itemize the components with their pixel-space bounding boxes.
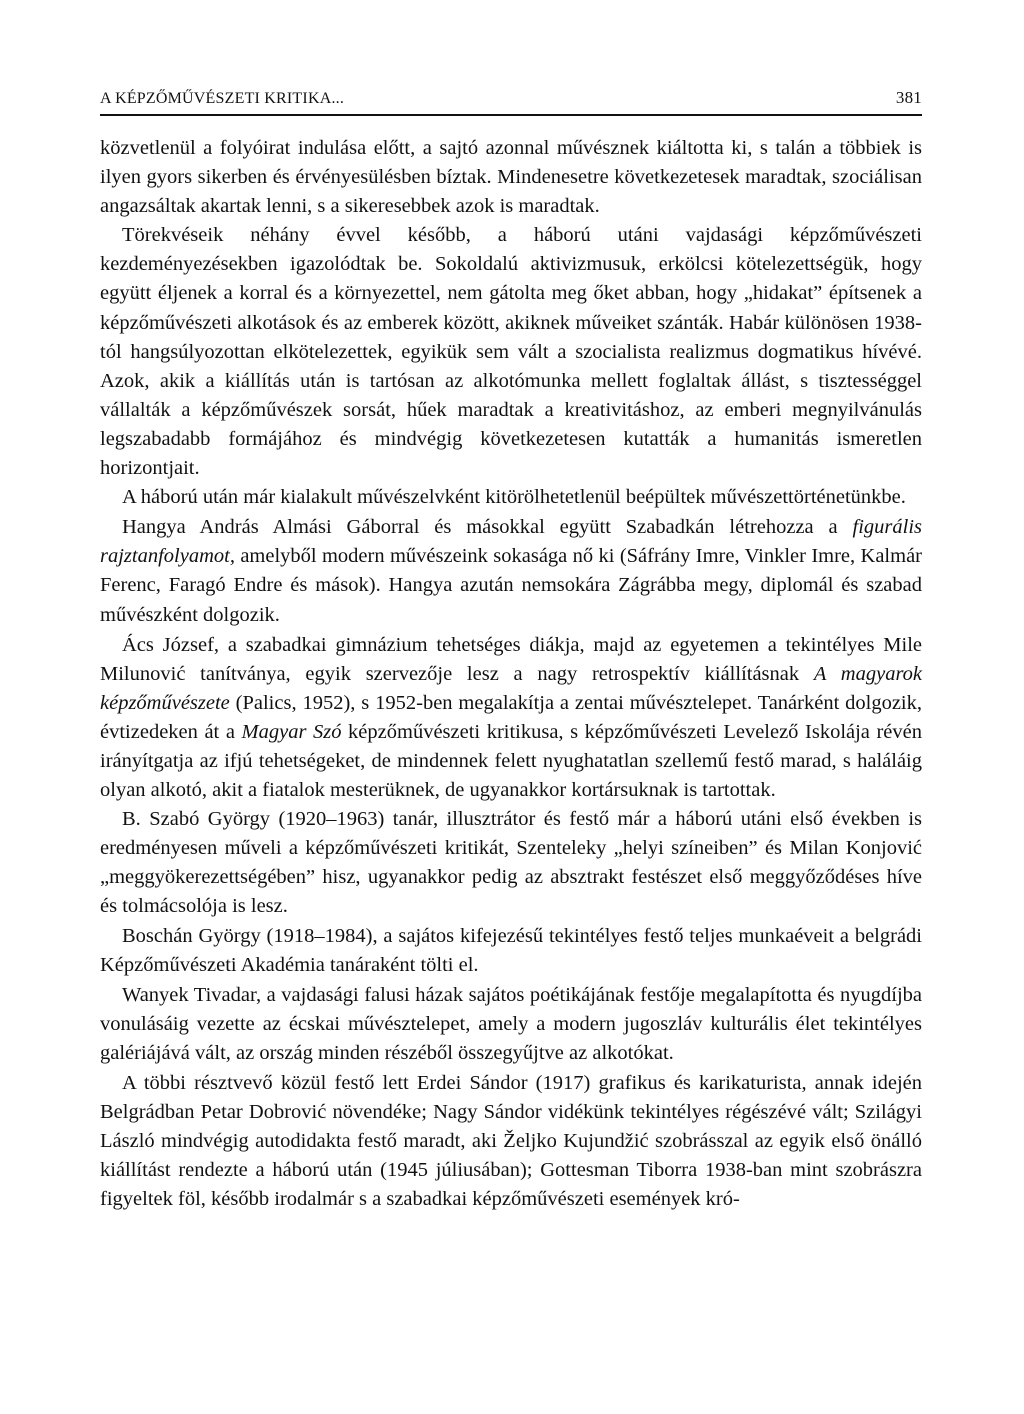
running-head-title: A KÉPZŐMŰVÉSZETI KRITIKA... bbox=[100, 90, 345, 107]
italic-title: A magyarok képzőművészete bbox=[100, 662, 923, 714]
text-run: képzőművészeti kritikusa, s képzőművészeti Levelező Iskolája révén irányítgatja az ifjú tehetségeket, de mindennek felett nyughatatlan szellemű festő marad, s haláláig olyan alkotó, akit a fiatalok mesterüknek, de ugyanakkor kortársuknak is tartottak. bbox=[100, 720, 923, 802]
text-run: Törekvéseik néhány évvel később, a háború utáni vajdasági képzőművészeti kezdeményezésekben igazolódtak be. Sokoldalú aktivizmusuk, erkölcsi kötelezettségük, hogy együtt éljenek a korral és a környezettel, nem gátolta meg őket abban, hogy „hidakat” építsenek a képzőművészeti alkotások és az emberek között, akiknek műveiket szánták. Habár különösen 1938-tól hangsúlyozottan elkötelezettek, egyikük sem vált a szocialista realizmus dogmatikus hívévé. Azok, akik a kiállítás után is tartósan az alkotómunka mellett foglaltak állást, s tisztességgel vállalták a képzőművészek sorsát, hűek maradtak a kreativitáshoz, az emberi megnyilvánulás legszabadabb formájához és mindvégig következetesen kutatták a humanitás ismeretlen horizontjait. bbox=[100, 224, 922, 480]
text-run: A többi résztvevő közül festő lett Erdei Sándor (1917) grafikus és karikaturista, annak idején Belgrádban Petar Dobrović növendéke; Nagy Sándor vidékünk tekintélyes régészévé vált; Szilágyi László mindvégig autodidakta festő maradt, aki Željko Kujundžić szobrásszal az egyik első önálló kiállítást rendezte a háború után (1945 júliusában); Gottesman Tiborra 1938-ban mint szobrászra figyeltek föl, később irodalmár s a szabadkai képzőművészeti események kró- bbox=[100, 1072, 922, 1211]
italic-title: Magyar Szó bbox=[241, 720, 342, 743]
text-run: amelyből modern művészeink sokasága nő ki (Sáfrány Imre, Vinkler Imre, Kalmár Ferenc, Faragó Endre és mások). Hangya azután nemsokára Zágrábba megy, diplomál és szabad művészként dolgozik. bbox=[100, 545, 922, 626]
italic-title: figurális rajztanfolyamot, bbox=[100, 516, 922, 568]
paragraph-3 bbox=[100, 483, 922, 512]
paragraph-8 bbox=[100, 981, 922, 1068]
book-page bbox=[100, 88, 922, 1214]
text-run: Boschán György (1918–1984), a sajátos kifejezésű tekintélyes festő teljes munkaéveit a belgrádi Képzőművészeti Akadémia tanáraként tölti el. bbox=[100, 924, 922, 976]
text-run: Wanyek Tivadar, a vajdasági falusi házak sajátos poétikájának festője megalapította és nyugdíjba vonulásáig vezette az écskai művésztelepet, amely a modern jugoszláv kulturális élet tekintélyes galériájává vált, az ország minden részéből összegyűjtve az alkotókat. bbox=[100, 983, 922, 1064]
text-run: Hangya András Almási Gáborral és másokkal együtt Szabadkán létrehozza a bbox=[122, 516, 853, 539]
text-run: (Palics, 1952), s 1952-ben megalakítja a zentai művésztelepet. Tanárként dolgozik, évtizedeken át a bbox=[100, 691, 922, 743]
text-run: A háború után már kialakult művészelvként kitörölhetetlenül beépültek művészettörténetünkbe. bbox=[122, 486, 906, 509]
page-body bbox=[100, 134, 922, 1214]
paragraph-6 bbox=[100, 805, 922, 921]
paragraph-1 bbox=[100, 134, 922, 221]
paragraph-7 bbox=[100, 922, 922, 980]
text-run: B. Szabó György (1920–1963) tanár, illusztrátor és festő már a háború utáni első években is eredményesen műveli a képzőművészeti kritikát, Szenteleky „helyi színeiben” és Milan Konjović „meggyökerezettségében” hisz, ugyanakkor pedig az absztrakt festészet első meggyőződéses híve és tolmácsolója is lesz. bbox=[100, 808, 922, 918]
paragraph-4 bbox=[100, 513, 922, 629]
page-number: 381 bbox=[895, 88, 922, 107]
paragraph-5 bbox=[100, 631, 922, 806]
paragraph-9 bbox=[100, 1069, 922, 1214]
paragraph-2 bbox=[100, 221, 922, 483]
running-head bbox=[100, 88, 922, 116]
text-run: Ács József, a szabadkai gimnázium tehetséges diákja, majd az egyetemen a tekintélyes Mile Milunović tanítványa, egyik szervezője lesz a nagy retrospektív kiállításnak bbox=[100, 633, 922, 685]
text-run: közvetlenül a folyóirat indulása előtt, a sajtó azonnal művésznek kiáltotta ki, s talán a többiek is ilyen gyors sikerben és érvényesülésben bíztak. Mindenesetre következetesek maradtak, szociálisan angazsáltak akartak lenni, s a sikeresebbek azok is maradtak. bbox=[100, 137, 922, 218]
